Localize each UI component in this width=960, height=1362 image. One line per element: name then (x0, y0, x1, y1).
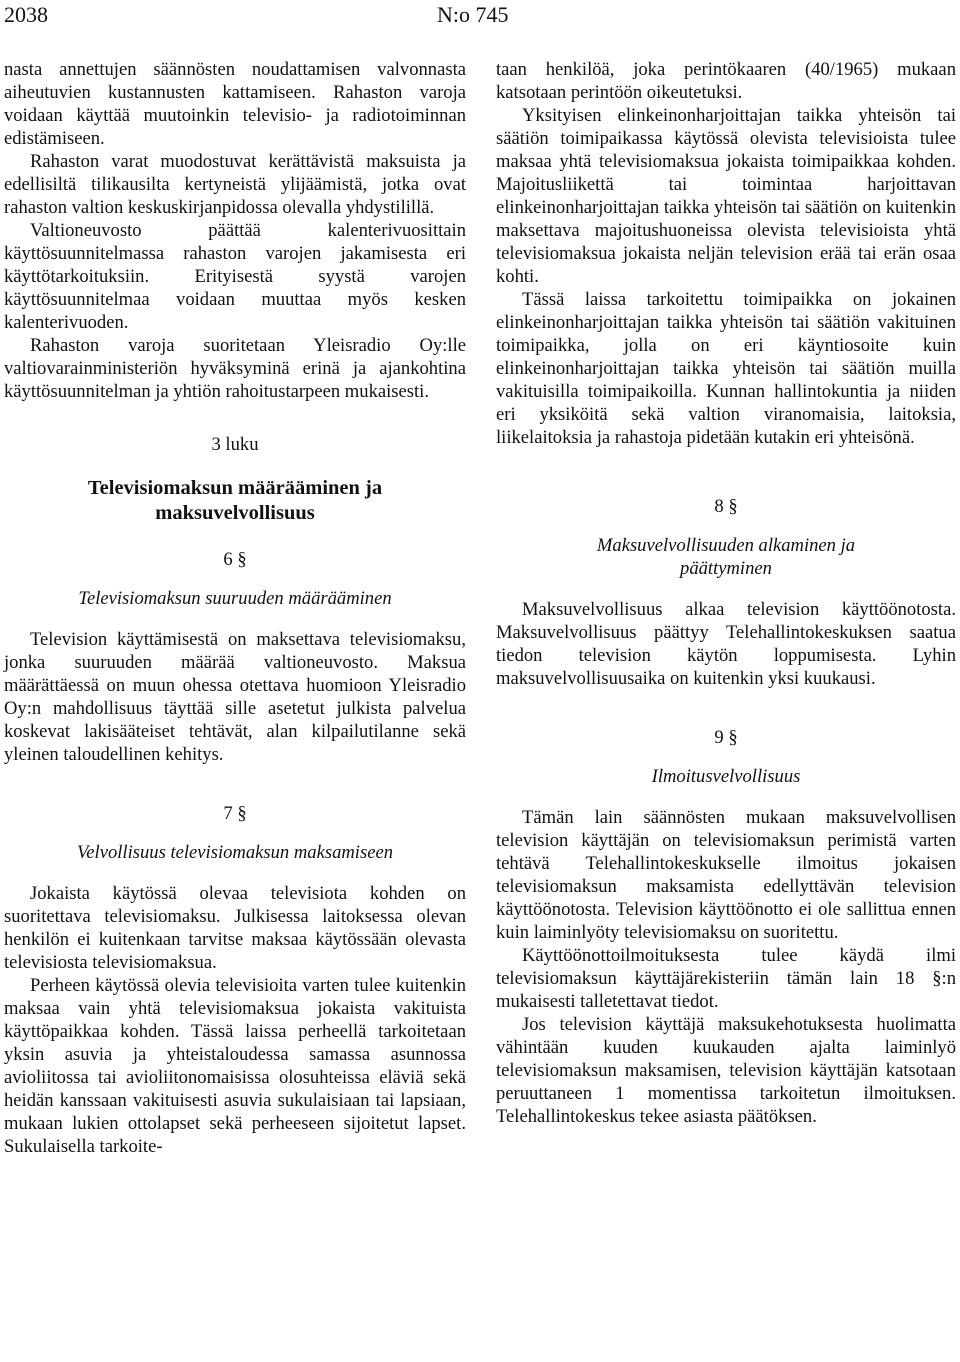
chapter-number: 3 luku (211, 434, 259, 455)
section-number: 8 § (714, 496, 738, 517)
section-title-line: Maksuvelvollisuuden alkaminen ja (596, 535, 856, 556)
paragraph: Rahaston varat muodostuvat kerättävistä maksuista ja edellisiltä tilikausilta kertyneistä ylijäämistä, jotka ovat rahaston valtion keskuskirjanpidossa olevalla yhdystilillä. (4, 151, 466, 218)
section-number: 6 § (223, 549, 247, 570)
chapter-title-line: maksuvelvollisuus (155, 502, 315, 524)
paragraph: Rahaston varoja suoritetaan Yleisradio Oy:lle valtiovarainministeriön hyväksyminä erinä ja ajankohtina käyttösuunnitelman ja yhtiön rahoitustarpeen mukaisesti. (4, 335, 466, 402)
paragraph: Jokaista käytössä olevaa televisiota kohden on suoritettava televisiomaksu. Julkisessa laitoksessa olevan henkilön ei kuitenkaan tarvitse maksaa käytössään olevasta televisiosta televisiomaksua. (4, 883, 466, 973)
paragraph: Tässä laissa tarkoitettu toimipaikka on jokainen elinkeinonharjoittajan taikka yhteisön tai säätiön vakituinen toimipaikka, jolla on eri käyntiosoite kuin elinkeinonharjoittajan taikka yhteisön tai säätiön muilla vakituisilla toimipaikoilla. Kunnan hallintokuntia ja niiden eri yksiköitä sekä valtion viranomaisia, laitoksia, liikelaitoksia ja rahastoja pidetään kutakin eri yhteisönä. (496, 289, 956, 448)
section-title-line: päättyminen (680, 558, 772, 579)
paragraph: Yksityisen elinkeinonharjoittajan taikka yhteisön tai säätiön toimipaikassa käytössä olevista televisioista tulee maksaa yhtä televisiomaksua jokaista toimipaikkaa kohden. Majoitusliikettä tai toimintaa harjoittavan elinkeinonharjoittajan taikka yhteisön tai säätiön on kuitenkin maksettava majoitushuoneissa olevista televisioista yhtä televisiomaksua jokaista neljän television erää tai erän osaa kohti. (496, 105, 956, 287)
statute-number: N:o 745 (437, 2, 509, 27)
section-title: Velvollisuus televisiomaksun maksamiseen (76, 842, 394, 863)
page-header (0, 0, 960, 36)
paragraph: Jos television käyttäjä maksukehotuksesta huolimatta vähintään kuuden kuukauden ajalta laiminlyö televisiomaksun maksamisen, television käyttäjän katsotaan peruuttaneen 1 momentissa tarkoitetun ilmoituksen. Telehallintokeskus tekee asiasta päätöksen. (496, 1014, 956, 1127)
section-title: Ilmoitusvelvollisuus (651, 766, 801, 787)
paragraph: nasta annettujen säännösten noudattamisen valvonnasta aiheutuvien kustannusten kattamiseen. Rahaston varoja voidaan käyttää muutoinkin televisio- ja radiotoiminnan edistämiseen. (4, 59, 466, 149)
paragraph: Perheen käytössä olevia televisioita varten tulee kuitenkin maksaa vain yhtä televisiomaksua jokaista vakituista käyttöpaikkaa kohden. Tässä laissa perheellä tarkoitetaan yksin asuvia ja yhteistaloudessa samassa asunnossa avioliitossa tai avioliitonomaisissa olosuhteissa eläviä sekä heidän kanssaan vakituisesti asuvia sukulaisiaan tai lapsiaan, mukaan lukien ottolapset sekä perheeseen sijoitetut lapset. Sukulaisella tarkoite- (4, 975, 466, 1157)
paragraph: Valtioneuvosto päättää kalenterivuosittain käyttösuunnitelmassa rahaston varojen jakamisesta eri käyttötarkoituksiin. Erityisestä syystä varojen käyttösuunnitelmaa voidaan muuttaa myös kesken kalenterivuoden. (4, 220, 466, 333)
section-title (496, 534, 956, 580)
left-column (4, 58, 466, 1158)
paragraph: Käyttöönottoilmoituksesta tulee käydä ilmi televisiomaksun käyttäjärekisteriin tämän lain 18 §:n mukaisesti talletettavat tiedot. (496, 945, 956, 1012)
chapter-title (4, 476, 466, 526)
page-number: 2038 (4, 2, 48, 27)
paragraph: Television käyttämisestä on maksettava televisiomaksu, jonka suuruuden määrää valtioneuvosto. Maksua määrättäessä on muun ohessa otettava huomioon Yleisradio Oy:n mahdollisuus täyttää sille asetetut julkista palvelua koskevat lakisääteiset tehtävät, alan kilpailutilanne sekä yleinen taloudellinen kehitys. (4, 629, 466, 765)
chapter-title-line: Televisiomaksun määrääminen ja (87, 477, 383, 499)
paragraph: Tämän lain säännösten mukaan maksuvelvollisen television käyttäjän on televisiomaksun perimistä varten tehtävä Telehallintokeskukselle ilmoitus jokaisen televisiomaksun maksamista edellyttävän television käyttöönotosta. Television käyttöönotto ei ole sallittua ennen kuin laiminlyöty televisiomaksu on suoritettu. (496, 807, 956, 943)
section-number: 9 § (714, 727, 738, 748)
right-column (496, 58, 956, 1128)
paragraph: taan henkilöä, joka perintökaaren (40/1965) mukaan katsotaan perintöön oikeutetuksi. (496, 59, 956, 103)
section-title: Televisiomaksun suuruuden määrääminen (78, 588, 392, 609)
paragraph: Maksuvelvollisuus alkaa television käyttöönotosta. Maksuvelvollisuus päättyy Telehallintokeskuksen saatua tiedon television käytön loppumisesta. Lyhin maksuvelvollisuusaika on kuitenkin yksi kuukausi. (496, 599, 956, 689)
section-number: 7 § (223, 803, 247, 824)
